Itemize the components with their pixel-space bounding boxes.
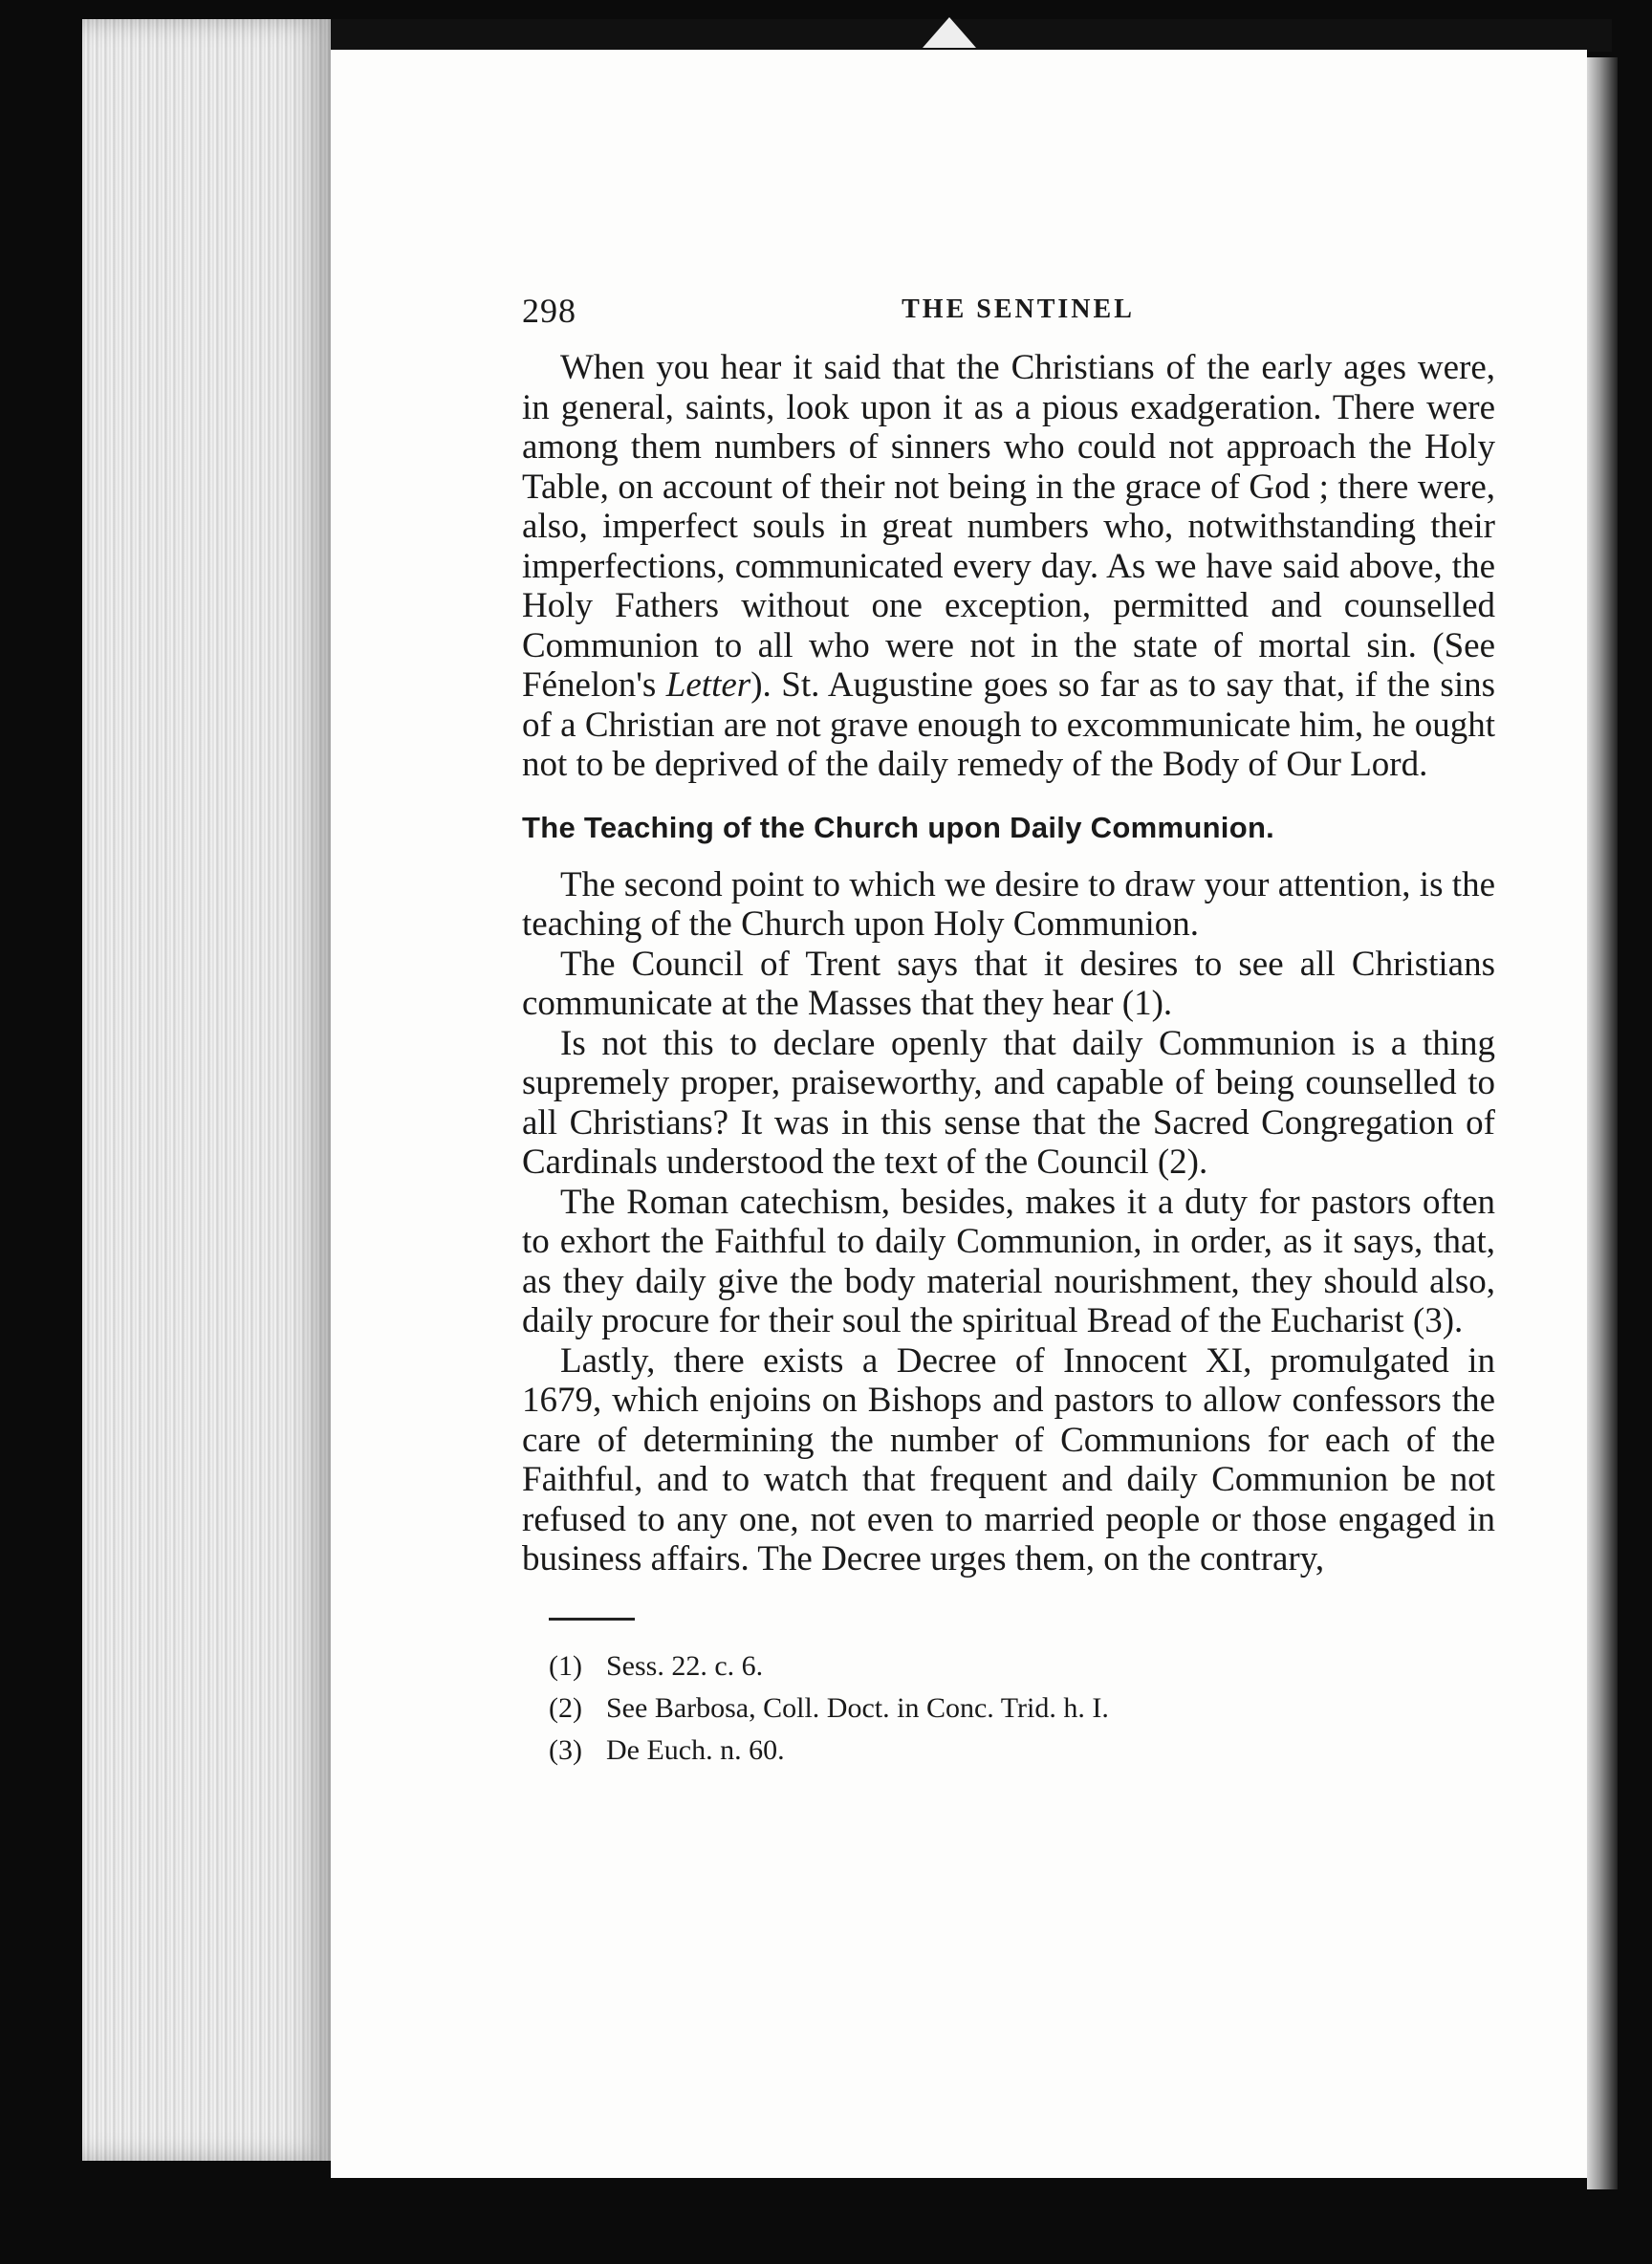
paragraph-1-italic: Letter [665,665,751,705]
footnote-rule [549,1618,635,1621]
book-page [331,50,1587,2178]
footnote-mark: (3) [549,1733,582,1766]
paragraph-5: The Roman catechism, besides, makes it a duty for pastors often to exhort the Faithful to daily Communion, in order, as it says, that, as they daily give the body material nourishment, they should also, daily procure for their soul the spiritual Bread of the Eucharist (3). [522,1182,1495,1340]
footnote-text: De Euch. n. 60. [606,1733,785,1766]
footnote-text: Sess. 22. c. 6. [606,1649,764,1682]
paragraph-4: Is not this to declare openly that daily Communion is a thing supremely proper, praiseworthy, and capable of being counselled to all Christians? It was in this sense that the Sacred Congregation of Cardinals understood the text of the Council (2). [522,1023,1495,1182]
running-title: THE SENTINEL [902,294,1135,324]
page-number: 298 [522,292,576,330]
paragraph-1-text-a: When you hear it said that the Christians of the early ages were, in general, saints, look upon it as a pious exadgeration. There were among them numbers of sinners who could not approach the Holy Table, on account of their not being in the grace of God ; there were, also, imperfect souls in great numbers who, notwithstanding their imperfections, communicated every day. As we have said above, the Holy Fathers without one exception, permitted and counselled Communion to all who were not in the state of mortal sin. (See Fénelon's [522,348,1495,705]
paragraph-2: The second point to which we desire to draw your attention, is the teaching of the Church upon Holy Communion. [522,864,1495,944]
page-content [522,291,1495,1772]
section-heading: The Teaching of the Church upon Daily Communion. [522,810,1275,844]
footnote-mark: (1) [549,1649,582,1682]
paragraph-1-text-b: ). St. Augustine goes so far as to say that, if the sins of a Christian are not grave enough to excommunicate him, he ought not to be deprived of the daily remedy of the Body of Our Lord. [522,665,1495,784]
top-notch [923,17,976,48]
paragraph-6: Lastly, there exists a Decree of Innocent XI, promulgated in 1679, which enjoins on Bishops and pastors to allow confessors the care of determining the number of Communions for each of the Faithful, and to watch that frequent and daily Communion be not refused to any one, not even to married people or those engaged in business affairs. The Decree urges them, on the contrary, [522,1340,1495,1578]
paragraph-1 [522,348,1495,785]
paragraph-3: The Council of Trent says that it desires to see all Christians communicate at the Masses that they hear (1). [522,944,1495,1023]
footnote [549,1687,1495,1730]
footnote [549,1730,1495,1772]
footnote [549,1645,1495,1687]
facing-page-edge [1587,57,1618,2189]
book-page-edges [82,19,331,2161]
footnote-text: See Barbosa, Coll. Doct. in Conc. Trid. h. I. [606,1691,1109,1724]
footnote-mark: (2) [549,1691,582,1724]
running-head [522,291,1495,348]
